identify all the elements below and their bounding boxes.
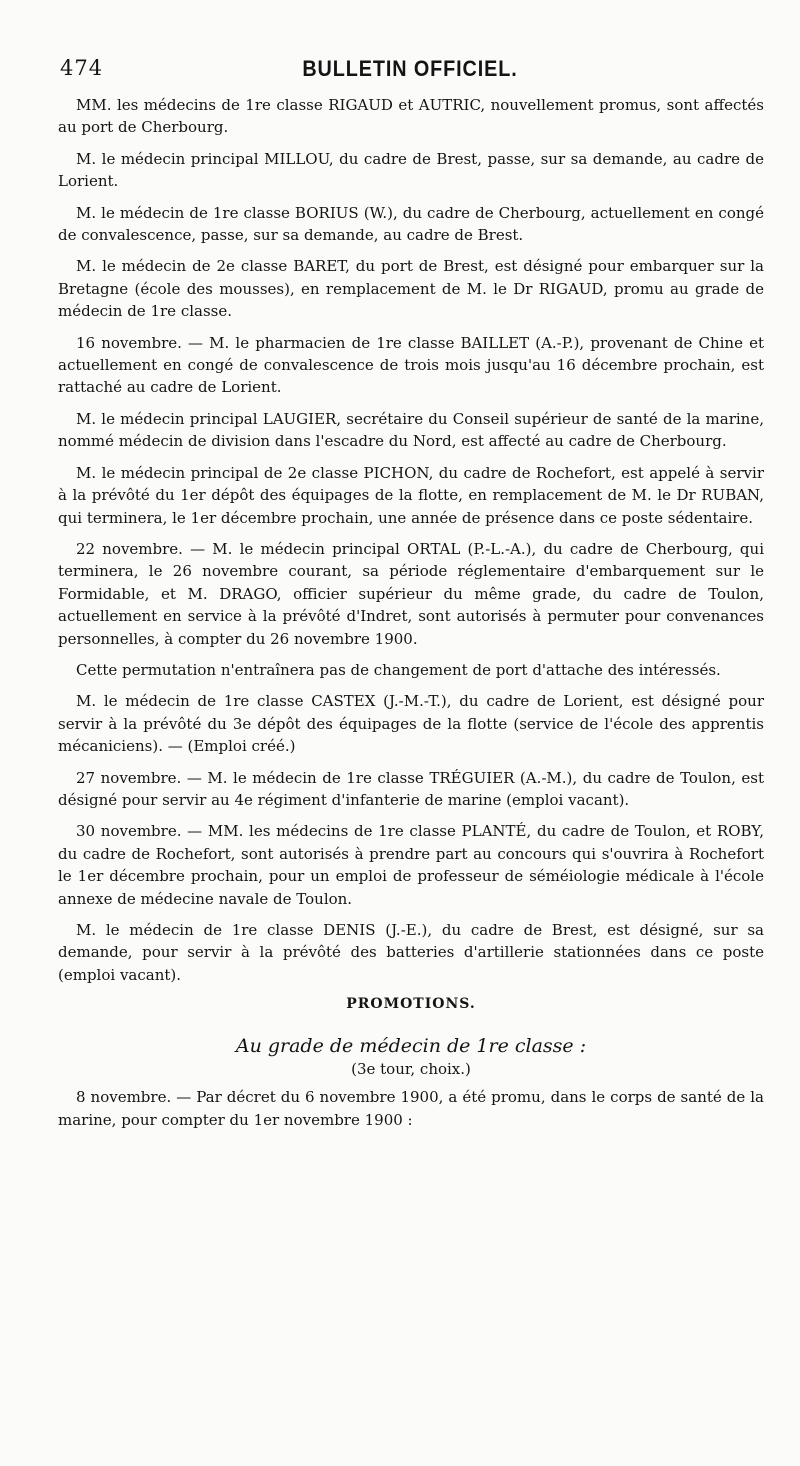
paragraph-baret: M. le médecin de 2e classe BARET, du port de Brest, est désigné pour embarquer sur la Bretagne (école des mousses), en remplacement de M. le Dr RIGAUD, promu au grade de médecin de 1re classe. — [58, 257, 764, 321]
paragraph-denis: M. le médecin de 1re classe DENIS (J.-E.), du cadre de Brest, est désigné, sur sa demande, pour servir à la prévôté des batteries d'artillerie stationnées dans ce poste (emploi vacant). — [58, 921, 764, 984]
paragraph-baillet: 16 novembre. — M. le pharmacien de 1re classe BAILLET (A.-P.), provenant de Chine et actuellement en congé de convalescence de trois mois jusqu'au 16 décembre prochain, est rattaché au cadre de Lorient. — [58, 333, 764, 397]
paragraph-castex: M. le médecin de 1re classe CASTEX (J.-M.-T.), du cadre de Lorient, est désigné pour servir à la prévôté du 3e dépôt des équipages de la flotte (service de l'école des apprentis mécaniciens). — (Emploi créé.) — [58, 692, 764, 756]
paragraph-treguier: 27 novembre. — M. le médecin de 1re classe TRÉGUIER (A.-M.), du cadre de Toulon, est désigné pour servir au 4e régiment d'infanterie de marine (emploi vacant). — [58, 768, 764, 809]
paragraph-plante-roby: 30 novembre. — MM. les médecins de 1re classe PLANTÉ, du cadre de Toulon, et ROBY, du cadre de Rochefort, sont autorisés à prendre part au concours qui s'ouvrira à Rochefort le 1er décembre prochain, pour un emploi de professeur de séméiologie médicale à l'école annexe de médecine navale de Toulon. — [58, 822, 764, 908]
paragraph-permutation: Cette permutation n'entraînera pas de changement de port d'attache des intéressés. — [76, 660, 721, 679]
promotion-tour-note: (3e tour, choix.) — [351, 1060, 471, 1079]
running-title: BULLETIN OFFICIEL. — [302, 56, 518, 81]
paragraph-borius: M. le médecin de 1re classe BORIUS (W.), du cadre de Cherbourg, actuellement en congé de convalescence, passe, sur sa demande, au cadre de Brest. — [58, 203, 764, 245]
paragraph-laugier: M. le médecin principal LAUGIER, secrétaire du Conseil supérieur de santé de la marine, nommé médecin de division dans l'escadre du Nord, est affecté au cadre de Cherbourg. — [58, 409, 764, 451]
paragraph-pichon: M. le médecin principal de 2e classe PICHON, du cadre de Rochefort, est appelé à servir à la prévôté du 1er dépôt des équipages de la flotte, en remplacement de M. le Dr RUBAN, qui terminera, le 1er décembre prochain, une année de présence dans ce poste sédentaire. — [58, 463, 764, 527]
page-number: 474 — [60, 56, 104, 80]
paragraph-millou: M. le médecin principal MILLOU, du cadre de Brest, passe, sur sa demande, au cadre de Lorient. — [58, 149, 764, 191]
page-header — [60, 56, 760, 90]
paragraph-ortal-drago: 22 novembre. — M. le médecin principal ORTAL (P.-L.-A.), du cadre de Cherbourg, qui terminera, le 26 novembre courant, sa période réglementaire d'embarquement sur le Formidable, et M. DRAGO, officier supérieur du même grade, du cadre de Toulon, actuellement en service à la prévôté d'Indret, sont autorisés à permuter pour convenances personnelles, à compter du 26 novembre 1900. — [58, 539, 764, 648]
section-heading-promotions: PROMOTIONS. — [346, 996, 476, 1013]
paragraph-affectation-rigaud-autric: MM. les médecins de 1re classe RIGAUD et AUTRIC, nouvellement promus, sont affectés au port de Cherbourg. — [58, 96, 764, 137]
document-body — [58, 94, 764, 1140]
promotion-grade-subheading: Au grade de médecin de 1re classe : — [235, 1035, 587, 1058]
paragraph-decree: 8 novembre. — Par décret du 6 novembre 1900, a été promu, dans le corps de santé de la marine, pour compter du 1er novembre 1900 : — [58, 1088, 764, 1129]
